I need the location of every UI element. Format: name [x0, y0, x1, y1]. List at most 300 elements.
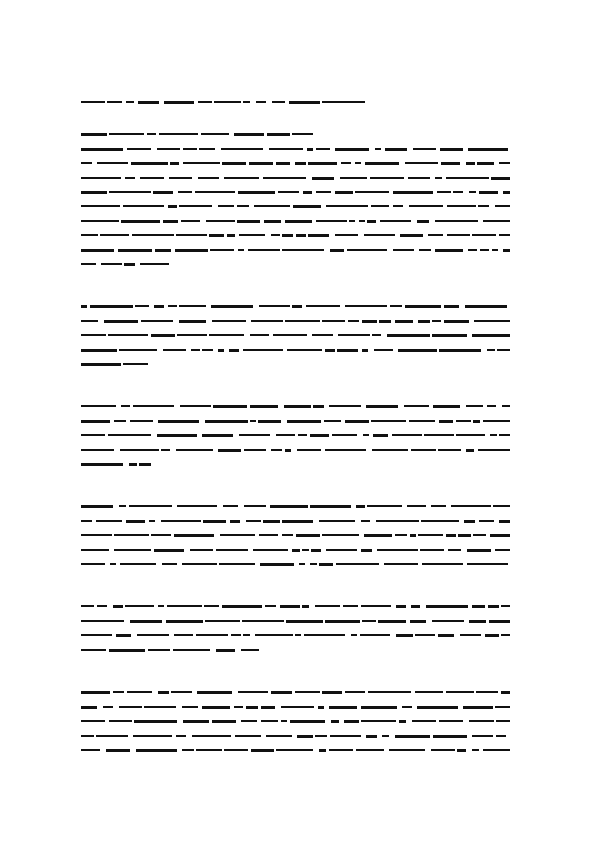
text-fragment	[266, 735, 292, 737]
text-fragment	[335, 148, 369, 151]
text-fragment	[441, 162, 460, 165]
text-fragment	[284, 405, 311, 408]
text-fragment	[347, 249, 387, 251]
text-fragment	[109, 133, 144, 135]
text-fragment	[109, 649, 145, 652]
text-fragment	[487, 405, 496, 407]
text-fragment	[418, 320, 430, 323]
text-fragment	[363, 434, 369, 436]
text-fragment	[259, 305, 290, 307]
text-fragment	[393, 249, 414, 251]
text-fragment	[273, 334, 307, 336]
text-fragment	[318, 706, 324, 709]
text-fragment	[417, 220, 429, 223]
text-fragment	[404, 405, 429, 407]
text-fragment	[126, 101, 134, 103]
text-fragment	[316, 148, 330, 150]
text-fragment	[326, 205, 368, 207]
text-fragment	[255, 634, 293, 636]
text-fragment	[138, 101, 159, 104]
text-fragment	[501, 634, 510, 636]
text-fragment	[179, 320, 206, 323]
text-fragment	[319, 749, 326, 752]
text-fragment	[144, 706, 176, 708]
text-fragment	[202, 349, 213, 351]
text-fragment	[415, 634, 435, 636]
text-fragment	[238, 191, 275, 194]
text-fragment	[113, 605, 123, 608]
text-fragment	[490, 534, 510, 537]
text-fragment	[407, 505, 426, 507]
text-fragment	[373, 434, 388, 437]
text-fragment	[179, 305, 206, 307]
text-fragment	[81, 320, 98, 322]
text-fragment	[166, 620, 203, 623]
text-fragment	[345, 420, 369, 423]
text-fragment	[375, 148, 381, 150]
text-fragment	[372, 449, 408, 451]
text-fragment	[101, 263, 122, 265]
text-fragment	[448, 549, 461, 551]
text-fragment	[235, 735, 261, 737]
text-fragment	[382, 735, 389, 737]
text-fragment	[457, 749, 466, 752]
text-fragment	[478, 205, 489, 207]
text-fragment	[239, 234, 265, 236]
text-fragment	[432, 334, 467, 337]
text-fragment	[322, 534, 359, 536]
text-fragment	[81, 249, 114, 252]
text-fragment	[306, 305, 340, 307]
text-fragment	[118, 249, 152, 252]
text-fragment	[205, 620, 240, 622]
text-fragment	[287, 420, 321, 423]
text-fragment	[292, 305, 302, 308]
text-fragment	[310, 505, 351, 508]
text-fragment	[234, 133, 264, 136]
text-fragment	[147, 133, 156, 135]
text-fragment	[259, 534, 278, 536]
text-fragment	[312, 177, 334, 180]
text-fragment	[237, 205, 249, 207]
text-fragment	[81, 520, 92, 522]
text-fragment	[213, 405, 247, 408]
text-fragment	[212, 720, 236, 723]
text-fragment	[242, 620, 284, 622]
text-fragment	[250, 334, 269, 336]
text-fragment	[365, 162, 399, 165]
text-fragment	[469, 720, 494, 722]
text-fragment	[176, 449, 213, 451]
text-fragment	[109, 720, 132, 722]
text-fragment	[483, 749, 510, 751]
text-fragment	[439, 720, 463, 722]
text-fragment	[119, 349, 157, 351]
text-fragment	[417, 706, 458, 709]
text-fragment	[435, 220, 478, 222]
text-fragment	[433, 735, 467, 738]
text-fragment	[264, 220, 281, 223]
text-fragment	[214, 101, 241, 103]
text-fragment	[299, 563, 305, 565]
text-fragment	[422, 563, 463, 565]
text-fragment	[465, 305, 507, 308]
text-fragment	[310, 434, 329, 437]
text-fragment	[132, 234, 174, 236]
text-fragment	[307, 148, 313, 151]
text-fragment	[312, 334, 333, 336]
text-fragment	[446, 691, 474, 693]
text-fragment	[161, 449, 170, 451]
text-fragment	[108, 334, 148, 336]
text-fragment	[254, 205, 290, 207]
text-fragment	[489, 620, 510, 623]
text-fragment	[201, 133, 229, 135]
text-fragment	[81, 191, 107, 194]
text-fragment	[330, 249, 344, 252]
text-fragment	[81, 706, 97, 709]
text-fragment	[216, 649, 235, 652]
text-fragment	[211, 305, 253, 308]
text-fragment	[456, 434, 485, 436]
text-fragment	[340, 177, 367, 179]
text-fragment	[377, 549, 418, 551]
text-fragment	[210, 249, 234, 251]
text-fragment	[81, 691, 110, 694]
text-fragment	[205, 420, 248, 423]
text-fragment	[395, 320, 413, 323]
text-fragment	[171, 691, 192, 693]
text-fragment	[329, 706, 357, 709]
text-fragment	[495, 549, 510, 551]
text-fragment	[439, 349, 481, 352]
text-fragment	[289, 101, 320, 104]
text-fragment	[260, 563, 294, 566]
text-fragment	[125, 605, 154, 607]
text-fragment	[497, 349, 510, 351]
text-fragment	[114, 549, 151, 551]
text-fragment	[302, 549, 309, 551]
text-fragment	[325, 349, 335, 352]
text-fragment	[280, 605, 300, 608]
text-fragment	[90, 305, 133, 308]
text-fragment	[265, 605, 276, 607]
text-fragment	[437, 191, 451, 193]
text-fragment	[174, 534, 214, 537]
text-fragment	[180, 405, 211, 407]
text-fragment	[302, 605, 309, 608]
text-fragment	[96, 520, 122, 522]
text-fragment	[182, 749, 194, 751]
text-fragment	[421, 520, 459, 522]
text-fragment	[338, 334, 370, 336]
text-fragment	[362, 320, 377, 323]
text-fragment	[400, 234, 423, 237]
text-fragment	[345, 691, 365, 693]
text-fragment	[398, 349, 437, 352]
text-fragment	[149, 520, 155, 522]
text-fragment	[374, 349, 393, 351]
text-fragment	[468, 148, 508, 151]
text-fragment	[81, 420, 110, 423]
text-fragment	[295, 634, 301, 636]
text-fragment	[396, 605, 406, 608]
text-fragment	[348, 320, 359, 322]
text-fragment	[485, 634, 499, 637]
text-fragment	[503, 249, 510, 252]
text-fragment	[292, 133, 313, 135]
text-fragment	[81, 605, 94, 607]
text-fragment	[239, 434, 270, 436]
text-fragment	[278, 191, 299, 193]
text-fragment	[433, 405, 460, 408]
text-fragment	[281, 720, 287, 722]
text-fragment	[285, 320, 320, 322]
text-fragment	[487, 349, 495, 351]
text-fragment	[181, 220, 200, 222]
text-fragment	[385, 148, 407, 151]
text-fragment	[361, 520, 370, 522]
text-fragment	[100, 234, 129, 236]
text-fragment	[364, 534, 392, 537]
text-fragment	[343, 605, 358, 607]
text-fragment	[243, 634, 250, 636]
text-fragment	[308, 234, 329, 237]
text-fragment	[97, 162, 128, 164]
text-fragment	[216, 549, 248, 551]
text-fragment	[361, 720, 396, 722]
text-fragment	[267, 133, 290, 136]
text-fragment	[106, 749, 130, 752]
text-fragment	[316, 191, 331, 193]
text-fragment	[396, 634, 413, 637]
text-fragment	[253, 549, 288, 551]
text-fragment	[129, 463, 137, 466]
text-fragment	[191, 349, 200, 351]
text-fragment	[81, 434, 105, 436]
text-fragment	[168, 305, 177, 307]
text-fragment	[220, 534, 255, 536]
text-fragment	[139, 463, 151, 466]
text-fragment	[81, 534, 112, 536]
text-fragment	[426, 605, 468, 608]
text-fragment	[456, 420, 471, 422]
text-fragment	[196, 749, 222, 751]
text-fragment	[133, 405, 174, 407]
text-fragment	[337, 349, 358, 352]
text-fragment	[223, 505, 238, 507]
text-fragment	[367, 505, 402, 507]
text-fragment	[177, 334, 207, 336]
text-fragment	[81, 449, 114, 451]
text-fragment	[410, 534, 416, 537]
text-fragment	[269, 148, 303, 150]
text-fragment	[472, 749, 479, 751]
text-fragment	[479, 191, 498, 194]
text-fragment	[496, 720, 510, 722]
text-fragment	[474, 320, 510, 322]
text-fragment	[322, 691, 342, 694]
text-fragment	[224, 177, 259, 179]
text-fragment	[182, 563, 217, 565]
text-fragment	[420, 549, 444, 551]
text-fragment	[361, 549, 372, 552]
text-fragment	[453, 191, 463, 193]
text-fragment	[469, 191, 476, 193]
text-fragment	[163, 220, 178, 223]
text-fragment	[366, 735, 377, 738]
text-fragment	[411, 605, 420, 608]
text-fragment	[179, 205, 212, 207]
text-fragment	[438, 634, 454, 637]
text-fragment	[492, 249, 498, 251]
text-fragment	[472, 234, 496, 236]
text-fragment	[359, 220, 365, 222]
text-fragment	[81, 634, 112, 636]
text-fragment	[81, 305, 87, 308]
text-fragment	[109, 191, 151, 193]
text-fragment	[419, 249, 431, 251]
text-fragment	[432, 320, 441, 322]
text-fragment	[198, 101, 212, 103]
text-fragment	[241, 649, 259, 651]
text-fragment	[322, 101, 365, 103]
text-fragment	[405, 305, 441, 308]
text-fragment	[376, 520, 419, 522]
text-fragment	[432, 620, 464, 622]
text-fragment	[316, 220, 347, 222]
text-fragment	[292, 549, 300, 552]
text-fragment	[285, 449, 291, 452]
text-fragment	[447, 234, 470, 236]
text-fragment	[368, 691, 411, 693]
text-fragment	[444, 320, 469, 323]
text-fragment	[304, 634, 345, 636]
text-fragment	[413, 148, 436, 150]
text-fragment	[356, 505, 365, 508]
text-fragment	[209, 234, 224, 237]
text-fragment	[329, 405, 361, 407]
text-fragment	[183, 720, 209, 723]
text-fragment	[163, 349, 186, 351]
text-fragment	[120, 563, 156, 565]
text-fragment	[458, 534, 471, 537]
text-fragment	[212, 320, 246, 322]
text-fragment	[81, 205, 120, 207]
text-fragment	[478, 449, 510, 451]
text-fragment	[483, 420, 510, 422]
text-fragment	[479, 520, 494, 522]
text-fragment	[119, 706, 142, 708]
text-fragment	[169, 177, 192, 179]
text-fragment	[155, 249, 171, 252]
text-fragment	[488, 605, 499, 608]
text-fragment	[499, 162, 510, 164]
text-fragment	[325, 449, 366, 451]
text-fragment	[464, 520, 475, 523]
text-fragment	[123, 205, 164, 207]
text-fragment	[237, 220, 260, 223]
text-fragment	[104, 320, 138, 323]
text-fragment	[490, 434, 497, 436]
text-fragment	[355, 162, 361, 164]
text-fragment	[366, 405, 398, 408]
text-fragment	[336, 563, 379, 565]
text-fragment	[81, 133, 107, 136]
text-fragment	[176, 735, 186, 737]
text-fragment	[209, 334, 244, 336]
text-fragment	[110, 563, 116, 565]
text-fragment	[409, 205, 443, 207]
text-fragment	[246, 520, 261, 522]
text-fragment	[114, 420, 126, 422]
text-fragment	[341, 162, 351, 164]
text-fragment	[303, 191, 312, 194]
text-fragment	[219, 563, 255, 565]
text-fragment	[176, 234, 207, 236]
text-fragment	[282, 534, 293, 536]
text-fragment	[270, 505, 308, 508]
text-fragment	[230, 520, 240, 523]
text-fragment	[466, 405, 483, 407]
text-fragment	[81, 735, 94, 737]
text-fragment	[330, 735, 361, 737]
text-fragment	[222, 162, 246, 165]
text-fragment	[81, 148, 123, 151]
text-fragment	[395, 534, 407, 536]
text-fragment	[153, 191, 173, 194]
text-fragment	[250, 420, 256, 422]
text-fragment	[158, 691, 169, 694]
text-fragment	[124, 263, 135, 266]
text-fragment	[285, 220, 312, 223]
text-fragment	[402, 706, 412, 708]
text-fragment	[393, 205, 403, 207]
text-fragment	[103, 706, 113, 708]
text-fragment	[81, 505, 113, 508]
text-fragment	[313, 405, 324, 408]
text-fragment	[477, 162, 494, 165]
text-fragment	[130, 420, 153, 422]
text-fragment	[183, 148, 197, 150]
text-fragment	[311, 549, 321, 552]
text-fragment	[503, 191, 510, 194]
text-fragment	[491, 177, 510, 180]
text-fragment	[319, 520, 355, 522]
text-fragment	[282, 249, 324, 251]
text-fragment	[251, 749, 274, 752]
text-fragment	[243, 101, 250, 103]
text-fragment	[125, 177, 135, 179]
text-fragment	[344, 720, 359, 723]
text-fragment	[418, 534, 443, 536]
text-fragment	[372, 334, 381, 336]
text-fragment	[158, 605, 164, 607]
text-fragment	[263, 177, 306, 179]
text-fragment	[183, 162, 220, 164]
text-fragment	[229, 349, 239, 352]
text-fragment	[231, 634, 241, 636]
text-fragment	[287, 349, 322, 351]
text-fragment	[276, 434, 295, 436]
text-fragment	[168, 205, 177, 208]
text-fragment	[435, 177, 442, 179]
text-fragment	[81, 649, 106, 651]
text-fragment	[460, 634, 481, 636]
text-fragment	[178, 191, 192, 193]
text-fragment	[177, 505, 217, 507]
text-fragment	[81, 162, 92, 164]
